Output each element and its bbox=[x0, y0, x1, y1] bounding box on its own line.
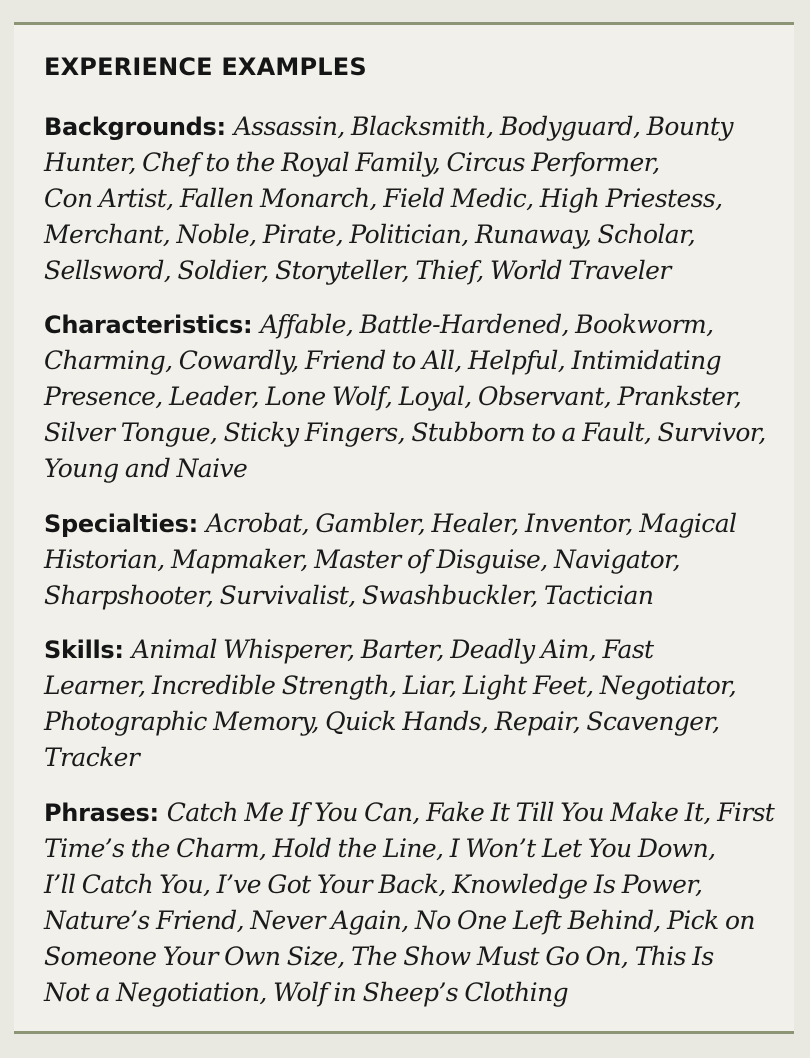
section-text: Photographic Memory, Quick Hands, Repair, Scavenger, bbox=[44, 707, 720, 736]
section-text: Tracker bbox=[44, 743, 140, 772]
section-text: Someone Your Own Size, The Show Must Go On, This Is bbox=[44, 942, 714, 971]
line bbox=[44, 795, 784, 831]
section-text: Presence, Leader, Lone Wolf, Loyal, Observant, Prankster, bbox=[44, 382, 742, 411]
section-skills bbox=[44, 632, 784, 776]
experience-examples-box bbox=[14, 22, 794, 1034]
section-text: Affable, Battle-Hardened, Bookworm, bbox=[260, 310, 714, 339]
section-backgrounds bbox=[44, 109, 784, 289]
section-text: Hunter, Chef to the Royal Family, Circus Performer, bbox=[44, 148, 660, 177]
line bbox=[44, 506, 784, 542]
section-text: Sharpshooter, Survivalist, Swashbuckler, Tactician bbox=[44, 581, 654, 610]
section-label: Characteristics: bbox=[44, 311, 253, 339]
section-label: Specialties: bbox=[44, 510, 198, 538]
section-text: Assassin, Blacksmith, Bodyguard, Bounty bbox=[233, 112, 733, 141]
line bbox=[44, 109, 784, 145]
line bbox=[44, 632, 784, 668]
section-text: Animal Whisperer, Barter, Deadly Aim, Fast bbox=[131, 635, 654, 664]
section-label: Backgrounds: bbox=[44, 113, 226, 141]
section-text: Young and Naive bbox=[44, 454, 248, 483]
section-text: Catch Me If You Can, Fake It Till You Make It, First bbox=[166, 798, 775, 827]
section-text: Learner, Incredible Strength, Liar, Light Feet, Negotiator, bbox=[44, 671, 737, 700]
section-text: Charming, Cowardly, Friend to All, Helpful, Intimidating bbox=[44, 346, 722, 375]
section-text: Acrobat, Gambler, Healer, Inventor, Magical bbox=[205, 509, 737, 538]
section-text: Nature’s Friend, Never Again, No One Left Behind, Pick on bbox=[44, 906, 755, 935]
section-text: Sellsword, Soldier, Storyteller, Thief, World Traveler bbox=[44, 256, 671, 285]
section-text: Merchant, Noble, Pirate, Politician, Runaway, Scholar, bbox=[44, 220, 696, 249]
section-text: I’ll Catch You, I’ve Got Your Back, Knowledge Is Power, bbox=[44, 870, 703, 899]
section-specialties bbox=[44, 506, 784, 614]
section-text: Con Artist, Fallen Monarch, Field Medic, High Priestess, bbox=[44, 184, 723, 213]
section-text: Not a Negotiation, Wolf in Sheep’s Clothing bbox=[44, 978, 568, 1007]
section-text: Historian, Mapmaker, Master of Disguise, Navigator, bbox=[44, 545, 680, 574]
line bbox=[44, 307, 784, 343]
section-text: Silver Tongue, Sticky Fingers, Stubborn to a Fault, Survivor, bbox=[44, 418, 766, 447]
section-phrases bbox=[44, 795, 784, 1011]
box-title: EXPERIENCE EXAMPLES bbox=[44, 53, 367, 81]
section-label: Phrases: bbox=[44, 799, 159, 827]
section-label: Skills: bbox=[44, 636, 124, 664]
section-text: Time’s the Charm, Hold the Line, I Won’t Let You Down, bbox=[44, 834, 716, 863]
section-characteristics bbox=[44, 307, 784, 487]
